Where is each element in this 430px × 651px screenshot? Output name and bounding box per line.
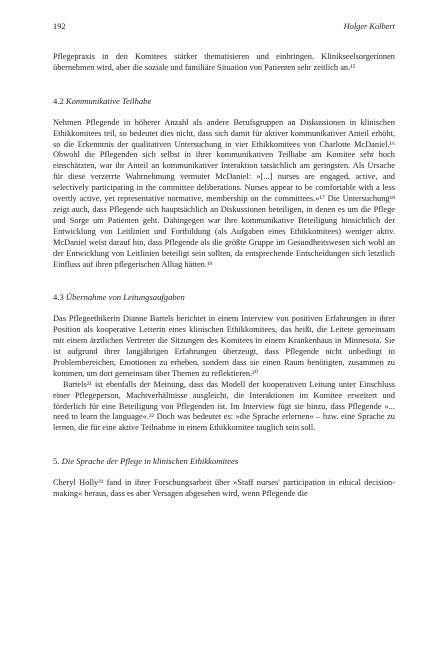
section-4-2-paragraph: Nehmen Pflegende in höherer Anzahl als andere Berufsgruppen an Diskussionen in klinischen Ethikkomitees teil, so bedeutet dies nicht, dass sich damit für aktiver kommunikativer Anteil erhöht, so die Erkenntnis der qualitativen Untersuchung in vier Ethikkomitees von Charlotte McDaniel.¹⁶ Obwohl die Pflegenden sich selbst in ihrer kommunikativen Teilhabe am Komitee sehr hoch einschätzten, war ihr Anteil an kommunikativer Interaktion tatsächlich am geringsten. Als Ursache für diese verzerrte Wahrnehmung vermutet McDaniel: »[...] nurses are engaged, active, and selectively participating in the committee deliberations. Nurses appear to be comfortable with a less overtly active, yet representative normative, membership on the committees.«¹⁷ Die Untersuchung¹⁸ zeigt auch, dass Pflegende sich hauptsächlich an Diskussionen beteiligen, in denen es um die Pflege und Sorge um Patienten geht. Dahingegen war ihre kommunikative Beteiligung hinsichtlich der Entwicklung von Leitlinien und Fortbildung (als Aufgaben eines Ethikkomitees) weniger aktiv. McDaniel weist darauf hin, dass Pflegende als die größte Gruppe im Gesundheitswesen sich wohl an der Entwicklung von Leitlinien beteiligt sein sollten, da entsprechende Entscheidungen sich letztlich Einfluss auf ihren pflegerischen Alltag hätten.¹⁹ — [53, 117, 395, 269]
page-header — [53, 22, 395, 36]
section-4-3-paragraph-2: Bartels²¹ ist ebenfalls der Meinung, dass das Modell der kooperativen Leitung unter Einschluss einer Pflegeperson, Machtverhältnisse ausgleicht, die Interaktionen im Komitee erweitert und förderlich für eine Beteiligung von Pflegenden ist. Im Interview fügt sie hinzu, dass Pflegende »... need to learn the language«.²² Doch was bedeutet es: »die Sprache erlernen« – bzw. eine Sprache zu lernen, die für eine aktive Teilnahme in einem Ethikkomitee tauglich sein soll. — [53, 379, 395, 433]
intro-paragraph: Pflegepraxis in den Komitees stärker thematisieren und einbringen. Klinikseelsorgerinnen übernehmen wird, aber die soziale und familiäre Situation von Patienten sehr zeitlich an.¹⁵ — [53, 52, 395, 72]
section-heading-4-3 — [53, 292, 395, 303]
section-heading-4-2 — [53, 96, 395, 107]
section-4-3-paragraph-1: Das Pflegeethikerin Dianne Bartels berichtet in einem Interview von positiven Erfahrungen in ihrer Position als kooperative Leiterin eines klinischen Ethikkomitees, das heißt, die Leitete gemeinsam mit einem ärztlichen Vertreter die Sitzungen des Komitees in einem Krankenhaus in Minnesota. Sie ist aufgrund ihrer langjährigen Erfahrungen überzeugt, dass Pflegende nicht unbedingt in Problembereichen, Emotionen zu erheben, sondern dass sie einen Raum benötigten, zusammen zu kommen, um dort gemeinsam über Themen zu reflektieren.²⁰ — [53, 314, 395, 378]
section-heading-5 — [53, 456, 395, 467]
section-4-2 — [53, 96, 395, 271]
page-number: 192 — [53, 22, 66, 31]
section-4-3 — [53, 292, 395, 434]
running-head: Holger Kolbert — [343, 22, 395, 31]
section-title: Übernahme von Leitungsaufgaben — [65, 292, 185, 303]
section-5 — [53, 456, 395, 500]
section-number: 4.2 — [53, 95, 64, 106]
section-number: 4.3 — [53, 292, 64, 303]
section-number: 5. — [53, 456, 60, 467]
section-title: Kommunikative Teilhabe — [65, 95, 152, 106]
intro-block — [53, 52, 395, 74]
section-title: Die Sprache der Pflege in klinischen Ethikkomitees — [61, 456, 239, 467]
section-5-paragraph: Cheryl Holly²³ fand in ihrer Forschungsarbeit über »Staff nurses' participation in ethical decision-making« heraus, dass es aber Versagen abgesehen wird, wenn Pflegende die — [53, 478, 395, 499]
body-text — [53, 52, 395, 500]
